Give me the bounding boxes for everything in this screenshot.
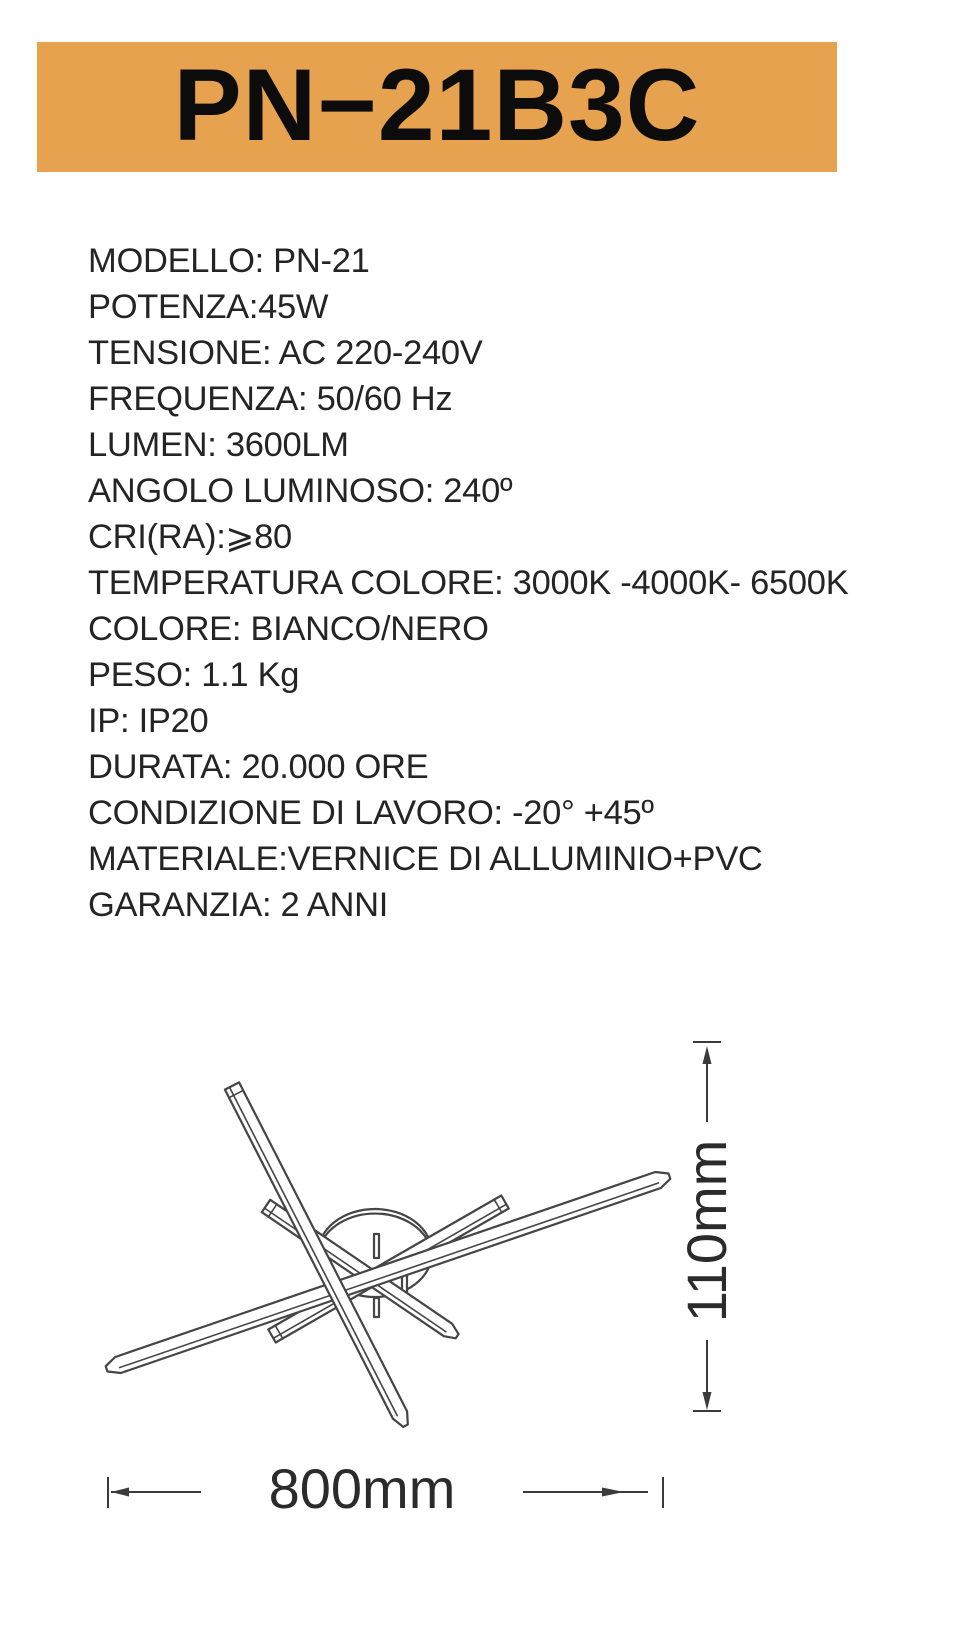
spec-line-angolo: ANGOLO LUMINOSO: 240º bbox=[88, 472, 513, 510]
spec-line-ip: IP: IP20 bbox=[88, 702, 209, 740]
lamp-arm-b bbox=[106, 1172, 671, 1373]
spec-line-lumen: LUMEN: 3600LM bbox=[88, 426, 349, 464]
spec-line-tensione: TENSIONE: AC 220-240V bbox=[88, 334, 483, 372]
spec-line-materiale: MATERIALE:VERNICE DI ALLUMINIO+PVC bbox=[88, 840, 763, 878]
spec-line-peso: PESO: 1.1 Kg bbox=[88, 656, 300, 694]
spec-line-durata: DURATA: 20.000 ORE bbox=[88, 748, 429, 786]
height-dimension-label: 110mm bbox=[675, 1139, 738, 1323]
spec-line-cri: CRI(RA):⩾80 bbox=[88, 518, 292, 556]
spec-line-colore: COLORE: BIANCO/NERO bbox=[88, 610, 489, 648]
spec-line-temperatura: TEMPERATURA COLORE: 3000K -4000K- 6500K bbox=[88, 564, 849, 602]
model-title: PN−21B3C bbox=[173, 48, 701, 162]
spec-line-potenza: POTENZA:45W bbox=[88, 288, 329, 326]
lamp-drawing bbox=[106, 1082, 671, 1427]
lamp-arm-a bbox=[225, 1082, 408, 1427]
spec-line-modello: MODELLO: PN-21 bbox=[88, 242, 370, 280]
spec-line-frequenza: FREQUENZA: 50/60 Hz bbox=[88, 380, 453, 418]
width-dimension bbox=[108, 1457, 663, 1520]
height-dimension bbox=[675, 1042, 738, 1411]
spec-line-garanzia: GARANZIA: 2 ANNI bbox=[88, 886, 389, 924]
spec-line-condizione: CONDIZIONE DI LAVORO: -20° +45º bbox=[88, 794, 654, 832]
width-dimension-label: 800mm bbox=[268, 1457, 456, 1520]
